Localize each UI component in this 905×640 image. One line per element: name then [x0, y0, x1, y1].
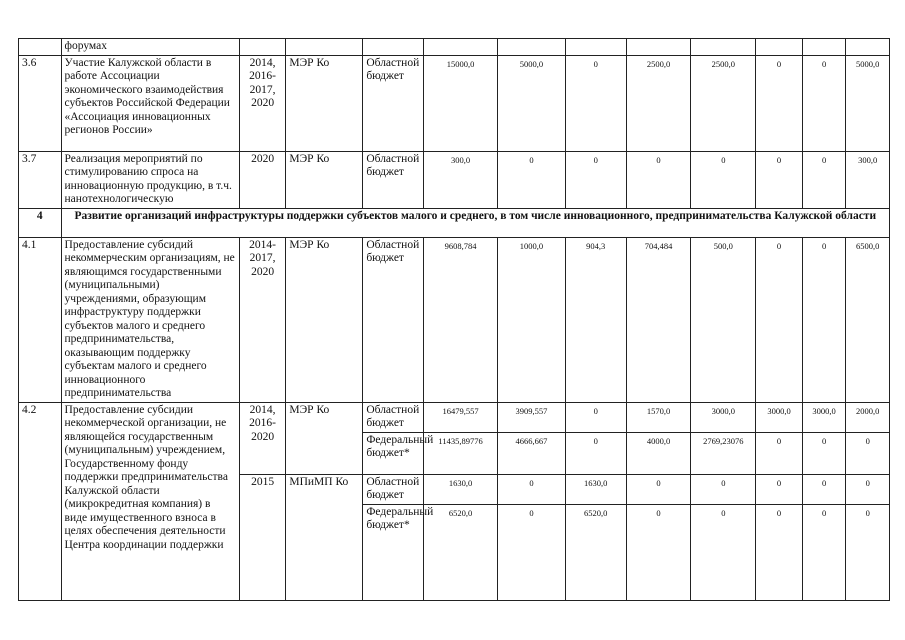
row-description: Предоставление субсидий некоммерческим организациям, не являющимся государственными (муниципальными) учреждениями, образующим инфраструктуру поддержки субъектов малого и среднего предпринимательства, оказывающим поддержку субъектам малого и среднего инновационного предпринимательства — [61, 237, 239, 402]
value-cell: 0 — [756, 504, 803, 600]
value-cell: 0 — [756, 432, 803, 474]
value-cell: 2500,0 — [691, 55, 756, 151]
value-cell: 0 — [846, 504, 890, 600]
value-cell: 1630,0 — [565, 474, 626, 504]
row-years: 2014, 2016-2017, 2020 — [239, 55, 286, 151]
value-cell: 2769,23076 — [691, 432, 756, 474]
value-cell: 6520,0 — [424, 504, 498, 600]
value-cell: 704,484 — [626, 237, 691, 402]
row-description: Реализация мероприятий по стимулированию спроса на инновационную продукцию, в т.ч. нанотехнологическую — [61, 151, 239, 208]
value-cell: 0 — [565, 151, 626, 208]
value-cell: 1000,0 — [498, 237, 566, 402]
value-cell: 3000,0 — [691, 402, 756, 432]
value-cell: 3000,0 — [802, 402, 846, 432]
row-executor: МЭР Ко — [286, 237, 363, 402]
value-cell: 0 — [802, 504, 846, 600]
value-cell: 0 — [626, 474, 691, 504]
value-cell: 0 — [498, 504, 566, 600]
row-index: 3.7 — [19, 151, 62, 208]
row-index — [19, 39, 62, 56]
row-executor: МЭР Ко — [286, 402, 363, 474]
value-cell: 904,3 — [565, 237, 626, 402]
row-source: Областной бюджет — [363, 474, 424, 504]
value-cell: 5000,0 — [846, 55, 890, 151]
value-cell: 300,0 — [846, 151, 890, 208]
value-cell: 0 — [756, 55, 803, 151]
value-cell: 0 — [565, 432, 626, 474]
value-cell: 11435,89776 — [424, 432, 498, 474]
table-row — [19, 39, 890, 56]
value-cell: 5000,0 — [498, 55, 566, 151]
value-cell: 2000,0 — [846, 402, 890, 432]
value-cell: 4000,0 — [626, 432, 691, 474]
value-cell: 16479,557 — [424, 402, 498, 432]
value-cell: 6520,0 — [565, 504, 626, 600]
row-source: Федеральный бюджет* — [363, 432, 424, 474]
value-cell: 0 — [846, 432, 890, 474]
section-title: Развитие организаций инфраструктуры поддержки субъектов малого и среднего, в том числе инновационного, предпринимательства Калужской области — [61, 208, 889, 237]
row-index: 4.2 — [19, 402, 62, 600]
table-row — [19, 55, 890, 151]
row-executor: МЭР Ко — [286, 55, 363, 151]
row-executor: МЭР Ко — [286, 151, 363, 208]
value-cell: 4666,667 — [498, 432, 566, 474]
value-cell: 0 — [626, 151, 691, 208]
value-cell: 0 — [802, 55, 846, 151]
value-cell: 3000,0 — [756, 402, 803, 432]
row-index: 3.6 — [19, 55, 62, 151]
value-cell: 0 — [691, 151, 756, 208]
value-cell: 300,0 — [424, 151, 498, 208]
section-index: 4 — [19, 208, 62, 237]
value-cell: 500,0 — [691, 237, 756, 402]
row-years: 2014, 2016-2020 — [239, 402, 286, 474]
value-cell: 0 — [498, 151, 566, 208]
row-index: 4.1 — [19, 237, 62, 402]
row-source: Федеральный бюджет* — [363, 504, 424, 600]
value-cell: 2500,0 — [626, 55, 691, 151]
section-row — [19, 208, 890, 237]
value-cell: 0 — [802, 151, 846, 208]
value-cell: 0 — [846, 474, 890, 504]
value-cell: 0 — [565, 402, 626, 432]
row-years: 2014-2017, 2020 — [239, 237, 286, 402]
value-cell: 0 — [626, 504, 691, 600]
budget-table — [18, 38, 890, 601]
value-cell: 0 — [756, 237, 803, 402]
row-source: Областной бюджет — [363, 55, 424, 151]
value-cell: 15000,0 — [424, 55, 498, 151]
value-cell: 0 — [691, 504, 756, 600]
row-description: Участие Калужской области в работе Ассоциации экономического взаимодействия субъектов Российской Федерации «Ассоциация инновационных регионов России» — [61, 55, 239, 151]
value-cell: 0 — [565, 55, 626, 151]
row-years: 2015 — [239, 474, 286, 600]
value-cell: 3909,557 — [498, 402, 566, 432]
value-cell: 0 — [802, 237, 846, 402]
row-executor: МПиМП Ко — [286, 474, 363, 600]
row-years: 2020 — [239, 151, 286, 208]
value-cell: 0 — [691, 474, 756, 504]
row-description: Предоставление субсидии некоммерческой организации, не являющейся государственным (муниципальным) учреждением, Государственному фонду поддержки предпринимательства Калужской области (микрокредитная компания) в виде имущественного взноса в целях обеспечения деятельности Центра координации поддержки — [61, 402, 239, 600]
table-row — [19, 402, 890, 432]
row-source: Областной бюджет — [363, 402, 424, 432]
row-description: форумах — [61, 39, 239, 56]
value-cell: 1570,0 — [626, 402, 691, 432]
value-cell: 0 — [756, 474, 803, 504]
value-cell: 0 — [802, 474, 846, 504]
value-cell: 6500,0 — [846, 237, 890, 402]
row-source: Областной бюджет — [363, 151, 424, 208]
table-row — [19, 151, 890, 208]
table-row — [19, 237, 890, 402]
value-cell: 1630,0 — [424, 474, 498, 504]
value-cell: 9608,784 — [424, 237, 498, 402]
value-cell: 0 — [756, 151, 803, 208]
value-cell: 0 — [802, 432, 846, 474]
value-cell: 0 — [498, 474, 566, 504]
row-source: Областной бюджет — [363, 237, 424, 402]
